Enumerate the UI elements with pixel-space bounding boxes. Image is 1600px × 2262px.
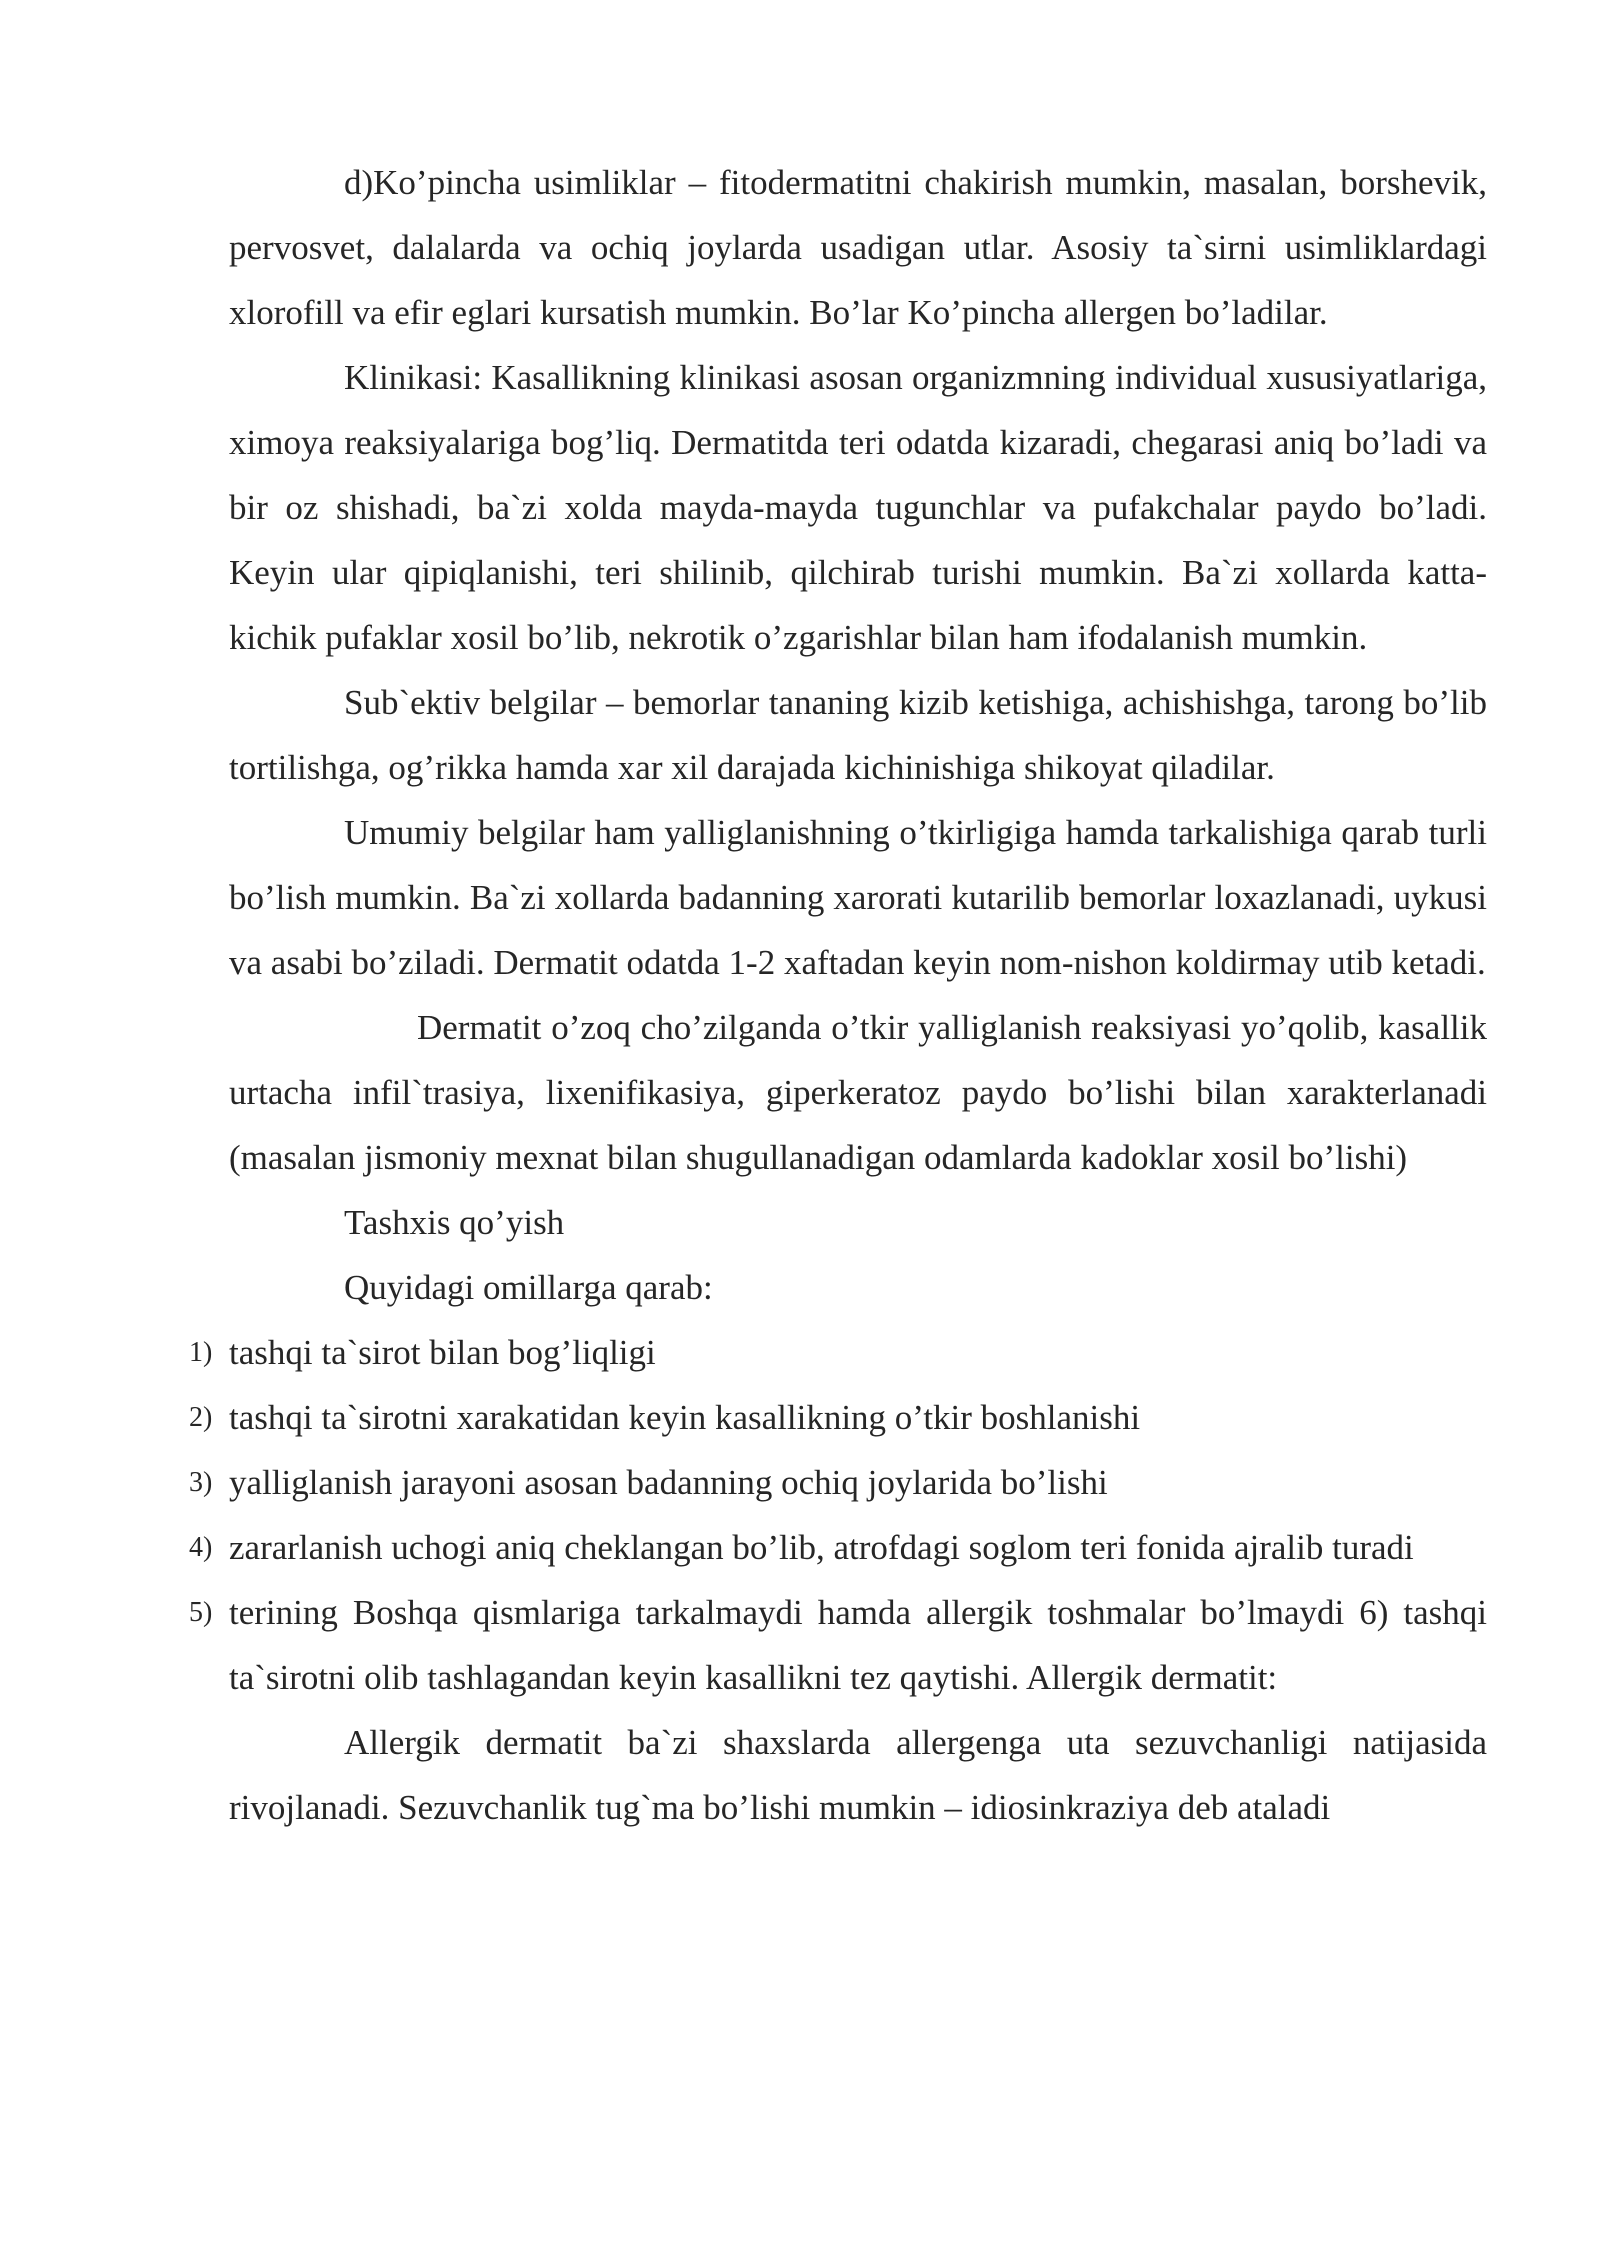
paragraph-allergic-dermatitis: Allergik dermatit ba`zi shaxslarda allergenga uta sezuvchanligi natijasida rivojlanadi. Sezuvchanlik tug`ma bo’lishi mumkin – idiosinkraziya deb ataladi bbox=[229, 1723, 1487, 1827]
paragraph-chronic-course: Dermatit o’zoq cho’zilganda o’tkir yalliglanish reaksiyasi yo’qolib, kasallik urtacha infil`trasiya, lixenifikasiya, giperkeratoz paydo bo’lishi bilan xarakterlanadi (masalan jismoniy mexnat bilan shugullanadigan odamlarda kadoklar xosil bo’lishi) bbox=[229, 1008, 1487, 1177]
diagnosis-heading: Tashxis qo’yish bbox=[344, 1203, 565, 1242]
list-item-text: terining Boshqa qismlariga tarkalmaydi hamda allergik toshmalar bo’lmaydi 6) tashqi ta`sirotni olib tashlagandan keyin kasallikni tez qaytishi. Allergik dermatit: bbox=[229, 1593, 1487, 1697]
list-item-text: tashqi ta`sirot bilan bog’liqligi bbox=[229, 1333, 656, 1372]
document-body bbox=[189, 150, 1487, 1840]
paragraph-general-signs: Umumiy belgilar ham yalliglanishning o’tkirligiga hamda tarkalishiga qarab turli bo’lish mumkin. Ba`zi xollarda badanning xarorati kutarilib bemorlar loxazlanadi, uykusi va asabi bo’ziladi. Dermatit odatda 1-2 xaftadan keyin nom-nishon koldirmay utib ketadi. bbox=[229, 813, 1487, 982]
list-item-number: 3) bbox=[189, 1467, 213, 1498]
list-item bbox=[189, 1320, 1487, 1385]
list-item-text: zararlanish uchogi aniq cheklangan bo’lib, atrofdagi soglom teri fonida ajralib turadi bbox=[229, 1528, 1414, 1567]
list-item-number: 5) bbox=[189, 1597, 213, 1628]
diagnosis-intro: Quyidagi omillarga qarab: bbox=[344, 1268, 713, 1307]
paragraph-subjective-signs: Sub`ektiv belgilar – bemorlar tananing kizib ketishiga, achishishga, tarong bo’lib tortilishga, og’rikka hamda xar xil darajada kichinishiga shikoyat qiladilar. bbox=[229, 683, 1487, 787]
paragraph-phytodermatitis: d)Ko’pincha usimliklar – fitodermatitni chakirish mumkin, masalan, borshevik, pervosvet, dalalarda va ochiq joylarda usadigan utlar. Asosiy ta`sirni usimliklardagi xlorofill va efir eglari kursatish mumkin. Bo’lar Ko’pincha allergen bo’ladilar. bbox=[229, 163, 1487, 332]
diagnosis-criteria-list bbox=[189, 1320, 1487, 1710]
list-item-number: 4) bbox=[189, 1532, 213, 1563]
list-item bbox=[189, 1450, 1487, 1515]
list-item-number: 2) bbox=[189, 1402, 213, 1433]
list-item bbox=[189, 1385, 1487, 1450]
list-item-text: yalliglanish jarayoni asosan badanning ochiq joylarida bo’lishi bbox=[229, 1463, 1108, 1502]
list-item-number: 1) bbox=[189, 1337, 213, 1368]
list-item bbox=[189, 1515, 1487, 1580]
list-item bbox=[189, 1580, 1487, 1710]
paragraph-clinical-picture: Klinikasi: Kasallikning klinikasi asosan organizmning individual xususiyatlariga, ximoya reaksiyalariga bog’liq. Dermatitda teri odatda kizaradi, chegarasi aniq bo’ladi va bir oz shishadi, ba`zi xolda mayda-mayda tugunchlar va pufakchalar paydo bo’ladi. Keyin ular qipiqlanishi, teri shilinib, qilchirab turishi mumkin. Ba`zi xollarda katta-kichik pufaklar xosil bo’lib, nekrotik o’zgarishlar bilan ham ifodalanish mumkin. bbox=[229, 358, 1487, 657]
list-item-text: tashqi ta`sirotni xarakatidan keyin kasallikning o’tkir boshlanishi bbox=[229, 1398, 1141, 1437]
